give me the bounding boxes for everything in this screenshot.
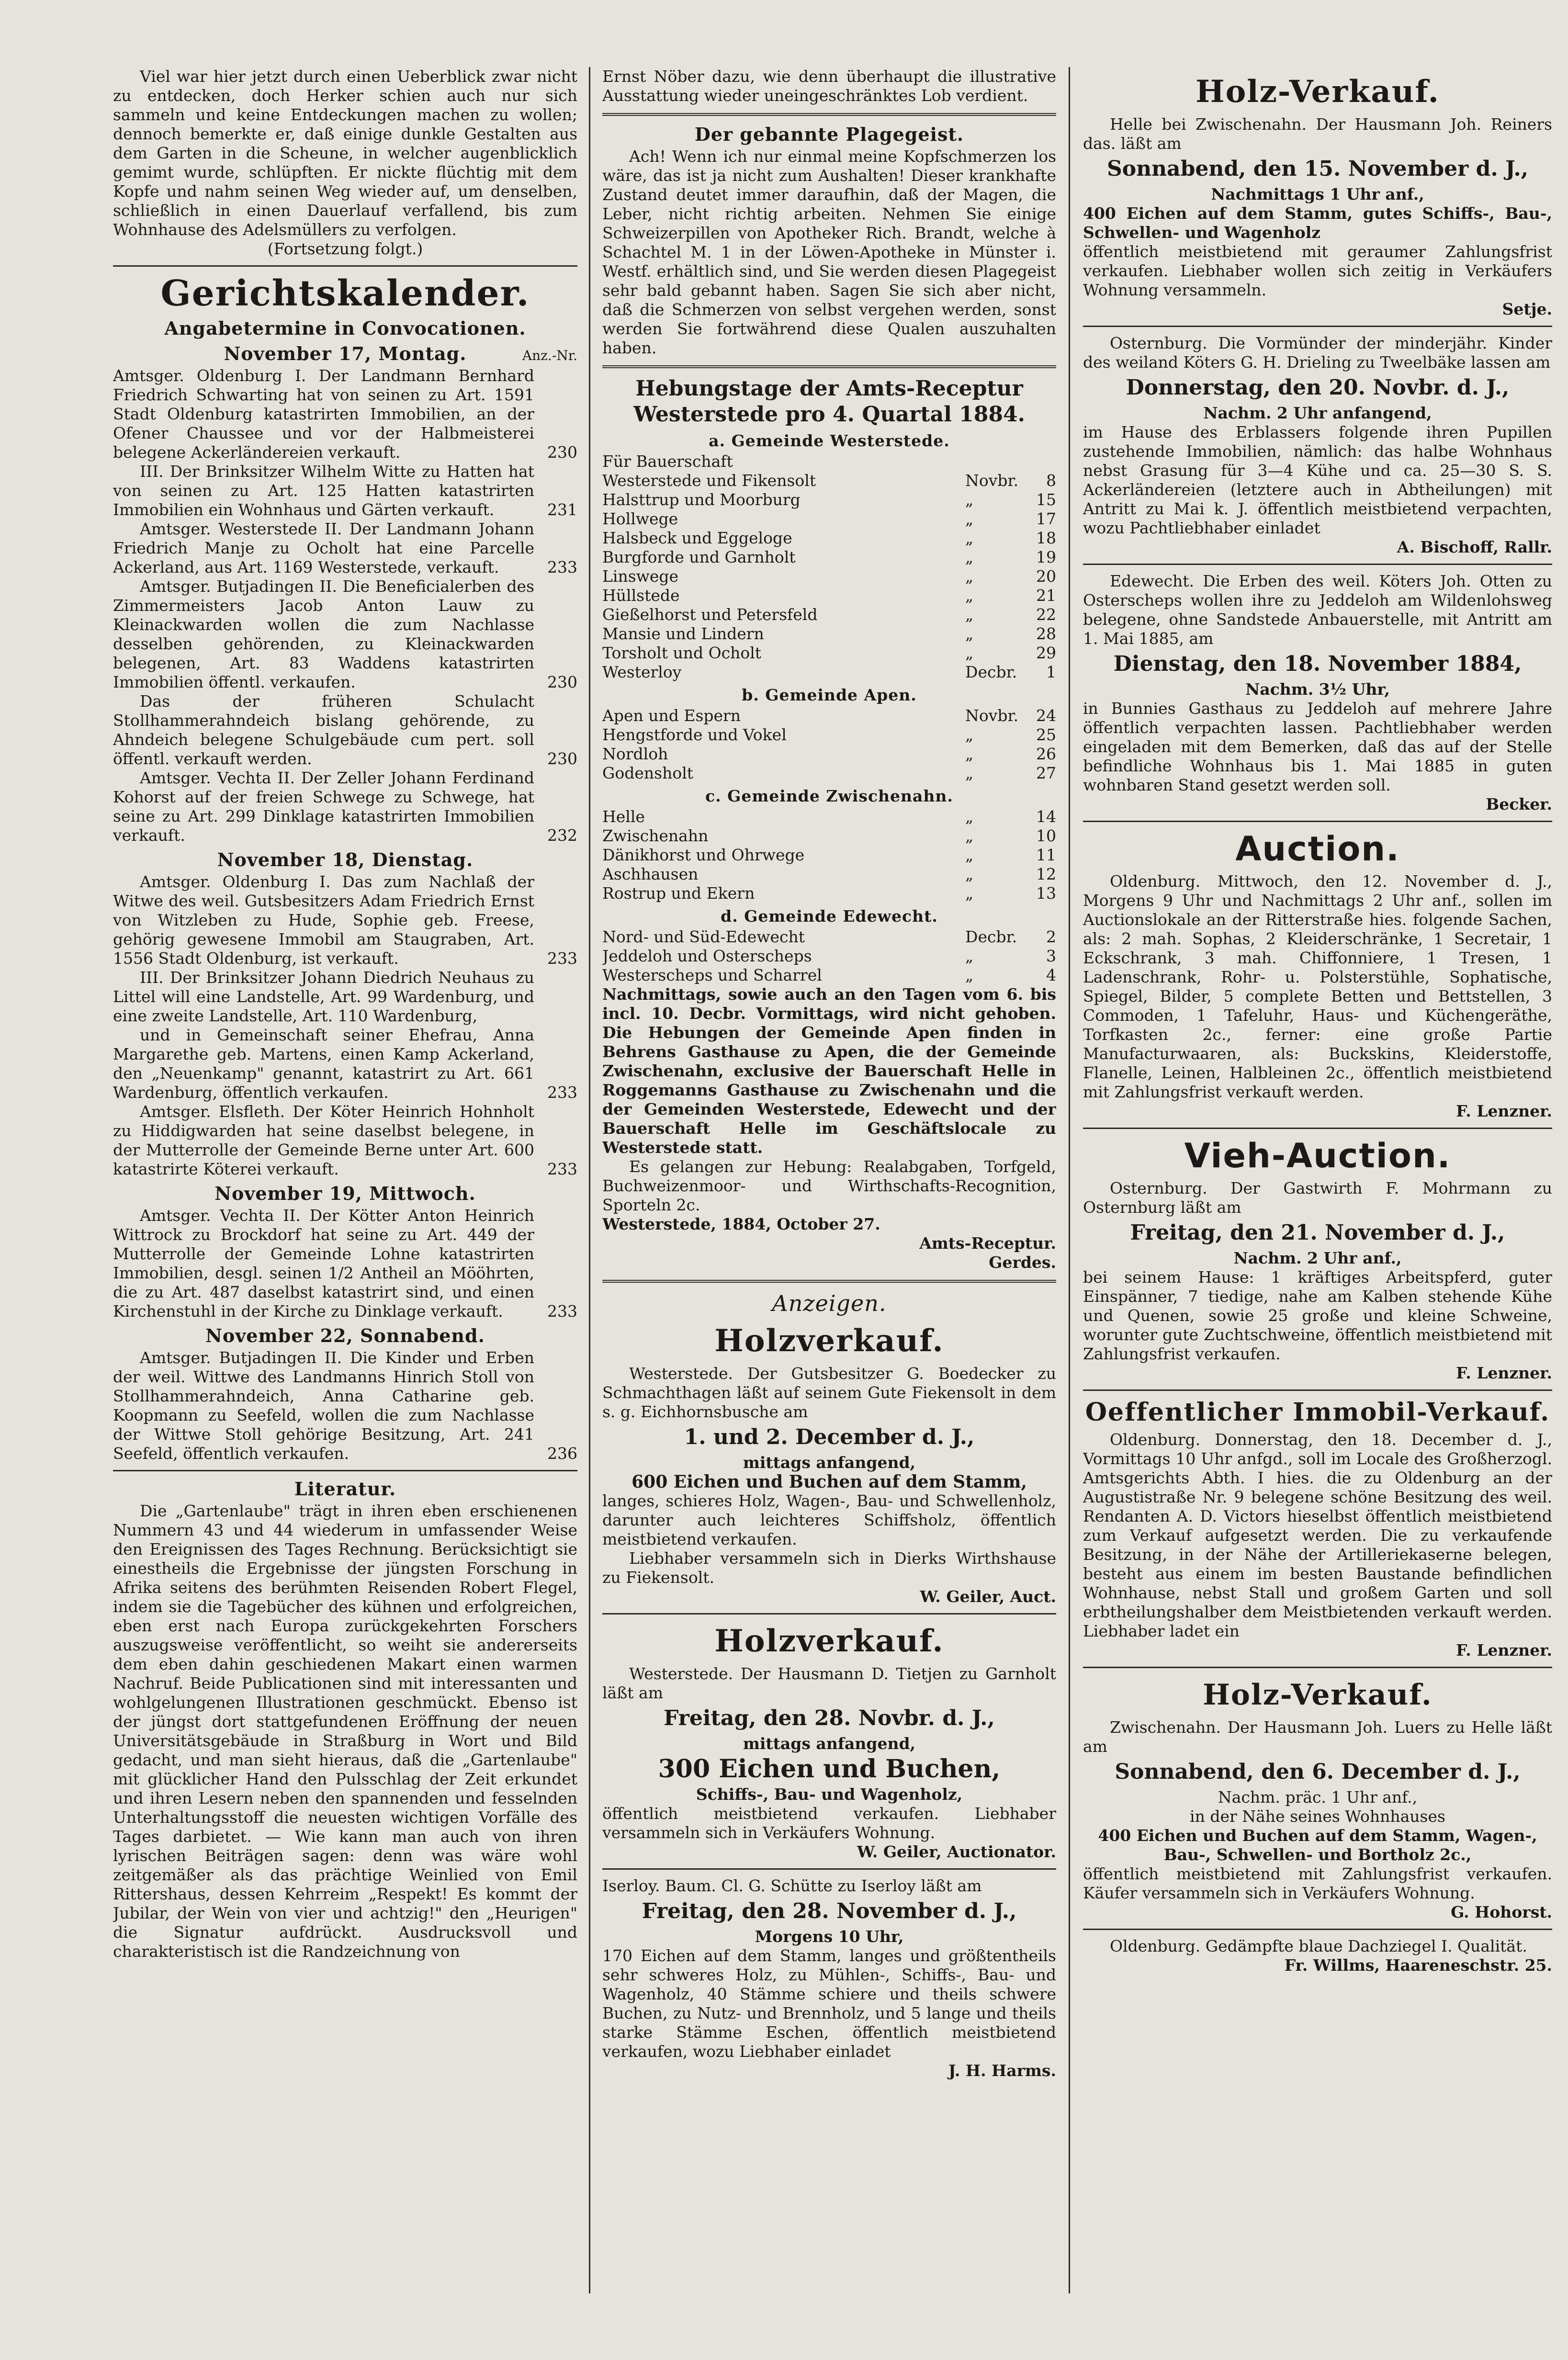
table-row	[602, 567, 1056, 586]
table-row	[602, 884, 1056, 903]
place-name: Linswege	[602, 567, 679, 586]
ad-date: Sonnabend, den 6. December d. J.,	[1115, 1760, 1521, 1784]
plagegeist-text: Ach! Wenn ich nur einmal meine Kopfschmerzen los wäre, das ist ja nicht zum Aushalten! Dieser krankhafte Zustand deutet immer daraufhin, daß der Magen, die Leber, nicht richtig arbeiten. Nehmen Sie einige Schweizerpillen von Apotheker Rich. Brandt, welche à Schachtel M. 1 in der Löwen-Apotheke in Münster i. Westf. erhältlich sind, und Sie werden diesen Plagegeist sehr bald gebannt haben. Sagen Sie sich aber nicht, daß die Schmerzen von selbst vergehen werden, sonst werden Sie fortwährend diese Qualen auszuhalten haben.	[602, 147, 1056, 357]
place-name: Nordloh	[602, 745, 668, 763]
schedule-table-d	[602, 927, 1056, 985]
date-heading-row	[113, 343, 577, 364]
month-cell: „	[965, 846, 974, 864]
place-name: Halsttrup und Moorburg	[602, 490, 801, 509]
table-row	[602, 490, 1056, 509]
ad-title: Oeffentlicher Immobil-Verkauf.	[1085, 1398, 1550, 1427]
day-cell: 2	[1046, 927, 1056, 946]
table-row	[602, 509, 1056, 529]
court-calendar-title: Gerichtskalender.	[160, 273, 530, 314]
section-heading: d. Gemeinde Edewecht.	[721, 907, 938, 926]
ad-goods: Schiffs-, Bau- und Wagenholz,	[696, 1785, 963, 1804]
month-cell: „	[965, 947, 974, 965]
day-cell: 13	[1036, 884, 1056, 903]
table-row	[602, 624, 1056, 644]
divider	[1083, 1929, 1552, 1930]
place-name: Torsholt und Ocholt	[602, 644, 762, 662]
literature-title: Literatur.	[294, 1478, 396, 1500]
place-name: Nord- und Süd-Edewecht	[602, 927, 805, 946]
court-entry: Amtsger. Elsfleth. Der Köter Heinrich Hohnholt zu Hiddigwarden hat seine daselbst belegene, in der Mutterrolle der Gemeinde Berne unter Art. 600 katastrirte Köterei verkauft. 233	[113, 1102, 577, 1178]
month-cell: „	[965, 490, 974, 509]
ad-date: Freitag, den 21. November d. J.,	[1130, 1220, 1505, 1245]
ad-text: Iserloy. Baum. Cl. G. Schütte zu Iserloy läßt am	[602, 1876, 982, 1895]
column-right	[1083, 67, 1552, 1975]
day-cell: 26	[1036, 745, 1056, 763]
court-entry: Amtsger. Butjadingen II. Die Beneficialerben des Zimmermeisters Jacob Anton Lauw zu Kleinackwarden wollen die zum Nachlasse desselben gehörenden, zu Kleinackwarden belegenen, Art. 83 Waddens katastrirten Immobilien öffentl. verkaufen. 230	[113, 577, 577, 691]
ad-text: in der Nähe seines Wohnhauses	[1190, 1807, 1445, 1826]
anz-nr-label: Anz.-Nr.	[522, 348, 577, 363]
table-row	[602, 865, 1056, 884]
ad-time: Morgens 10 Uhr,	[755, 1927, 904, 1946]
divider	[1083, 1389, 1552, 1391]
place-name: Burgforde und Garnholt	[602, 548, 796, 566]
ad-title: Holz-Verkauf.	[1196, 74, 1440, 110]
month-cell: „	[965, 509, 974, 528]
ad-title: Holzverkauf.	[714, 1623, 944, 1659]
column-left	[113, 67, 577, 1961]
ad-title: Holzverkauf.	[714, 1323, 944, 1359]
court-entry: Amtsger. Vechta II. Der Kötter Anton Heinrich Wittrock zu Brockdorf hat seine zu Art. 449 der Mutterrolle der Gemeinde Lohne katastrirten Immobilien, desgl. seinen 1/2 Antheil an Mööhrten, die zu Art. 487 daselbst katastrirt sind, und einen Kirchenstuhl in der Kirche zu Dinklage verkauft. 233	[113, 1206, 577, 1321]
ad-text: Westerstede. Der Hausmann D. Tietjen zu Garnholt läßt am	[602, 1664, 1056, 1702]
signature: Fr. Willms, Haareneschstr. 25.	[1284, 1956, 1552, 1975]
date-heading: November 22, Sonnabend.	[205, 1325, 485, 1346]
day-cell: 21	[1036, 586, 1056, 605]
day-cell: 25	[1036, 725, 1056, 744]
divider	[1083, 326, 1552, 327]
column-rule-1	[589, 67, 590, 2293]
ad-time: mittags anfangend,	[743, 1734, 916, 1753]
ad-date: Freitag, den 28. November d. J.,	[642, 1899, 1017, 1923]
month-cell: Novbr.	[965, 706, 1019, 725]
literature-text: Die „Gartenlaube" trägt in ihren eben erschienenen Nummern 43 und 44 wiederum in umfassender Weise den Ereignissen des Tages Rechnung. Berücksichtigt sie einestheils die Ergebnisse der jüngsten Forschung in Afrika seitens des berühmten Reisenden Robert Flegel, indem sie die Tagebücher des kühnen und erfolgreichen, eben erst nach Europa zurückgekehrten Forschers auszugsweise veröffentlicht, so weiht sie andererseits dem eben dahin geschiedenen Makart einen warmen Nachruf. Beide Publicationen sind mit interessanten und wohlgelungenen Illustrationen geschmückt. Ebenso ist der jüngst dort stattgefundenen Eröffnung der neuen Universitätsgebäude in Straßburg in Wort und Bild gedacht, und man sieht hieraus, daß die „Gartenlaube" mit glücklicher Hand den Pulsschlag der Zeit erkundet und ihren Lesern neben den spannenden und fesselnden Unterhaltungsstoff die neuesten wichtigen Vorfälle des Tages darbietet. — Wie kann man auch von ihren lyrischen Beiträgen sagen: denn was wäre wohl zeitgemäßer als das prächtige Weinlied von Emil Rittershaus, dessen Kehrreim „Respekt! Es kommt der Jubilar, der Wein von vier und achtzig!" den „Heurigen" die Signatur aufdrückt. Ausdrucksvoll und charakteristisch ist die Randzeichnung von	[113, 1502, 577, 1961]
day-cell: 4	[1046, 966, 1056, 984]
signature: F. Lenzner.	[1456, 1102, 1552, 1120]
ad-text: Oldenburg. Mittwoch, den 12. November d. J., Morgens 9 Uhr und Nachmittags 2 Uhr anf., sollen im Auctionslokale an der Ritterstraße hies. folgende Sachen, als: 2 mah. Sophas, 2 Kleiderschränke, 1 Secretair, 1 Eckschrank, 3 mah. Chiffonniere, 1 Tresen, 1 Ladenschrank, Rohr- u. Polsterstühle, Sophatische, Spiegel, Bilder, 5 complete Betten und Bettstellen, 3 Commoden, 1 Tafeluhr, Haus- und Küchengeräthe, Torfkasten 2c., ferner: eine große Partie Manufacturwaaren, als: Buckskins, Kleiderstoffe, Flanelle, Leinen, Halbleinen 2c., öffentlich meistbietend mit Zahlungsfrist verkauft werden.	[1083, 872, 1552, 1101]
place-name: Westerstede und Fikensolt	[602, 471, 816, 490]
ad-text: Oldenburg. Donnerstag, den 18. December d. J., Vormittags 10 Uhr anfgd., soll im Locale des Großherzogl. Amtsgerichts Abth. I hies. die zu Oldenburg an der Augustistraße Nr. 9 belegene schöne Besitzung des weil. Rendanten A. D. Victors hieselbst öffentlich meistbietend zum Verkauf aufgesetzt werden. Die zu verkaufende Besitzung, in der Nähe der Artilleriekaserne belegen, besteht aus einem im besten Baustande befindlichen Wohnhause, nebst Stall und großem Garten und soll erbtheilungshalber dem Meistbietenden verkauft werden. Liebhaber ladet ein	[1083, 1430, 1552, 1640]
ad-text: Edewecht. Die Erben des weil. Köters Joh. Otten zu Osterscheps wollen ihre zu Jeddeloh am Wildenlohsweg belegene, ohne Sandstede Anbauerstelle, mit Antritt am 1. Mai 1885, am	[1083, 572, 1552, 648]
divider	[113, 1470, 577, 1471]
ad-time: Nachm. 2 Uhr anf.,	[1233, 1249, 1402, 1267]
ad-text: öffentlich meistbietend verkaufen. Liebhaber versammeln sich in Verkäufers Wohnung.	[602, 1804, 1056, 1842]
ad-text: langes, schieres Holz, Wagen-, Bau- und Schwellenholz, darunter auch leichteres Schiffsholz, öffentlich meistbietend verkaufen.	[602, 1491, 1056, 1548]
date-heading: November 19, Mittwoch.	[214, 1183, 476, 1204]
ad-date: Freitag, den 28. Novbr. d. J.,	[664, 1706, 995, 1730]
ad-text: Liebhaber versammeln sich in Dierks Wirthshause zu Fiekensolt.	[602, 1549, 1056, 1587]
signature: Becker.	[1486, 795, 1552, 813]
signature: Setje.	[1502, 300, 1552, 318]
place-name: Rostrup und Ekern	[602, 884, 755, 903]
month-cell: Decbr.	[965, 927, 1017, 946]
signature: G. Hohorst.	[1451, 1903, 1552, 1921]
table-row	[602, 764, 1056, 783]
ad-text: Oldenburg. Gedämpfte blaue Dachziegel I. Qualität.	[1110, 1937, 1527, 1955]
divider	[1083, 1128, 1552, 1129]
court-entry: Amtsger. Vechta II. Der Zeller Johann Ferdinand Kohorst auf der freien Schwege zu Schwege, hat seine zu Art. 299 Dinklage katastrirten Immobilien verkauft. 232	[113, 768, 577, 845]
divider	[1083, 1667, 1552, 1668]
ad-goods: 300 Eichen und Buchen,	[658, 1754, 1001, 1784]
day-cell: 18	[1036, 529, 1056, 547]
schedule-table-b	[602, 706, 1056, 783]
month-cell: „	[965, 826, 974, 845]
month-cell: „	[965, 884, 974, 903]
table-row	[602, 966, 1056, 985]
ad-date: 1. und 2. December d. J.,	[684, 1425, 975, 1449]
table-row	[602, 927, 1056, 947]
section-heading: c. Gemeinde Zwischenahn.	[705, 787, 953, 805]
day-cell: 27	[1036, 764, 1056, 782]
hebung-date: Westerstede, 1884, October 27.	[602, 1215, 880, 1233]
schedule-table-c	[602, 807, 1056, 903]
ad-title: Auction.	[1235, 829, 1400, 869]
day-cell: 11	[1036, 846, 1056, 864]
month-cell: „	[965, 605, 974, 624]
place-name: Hengstforde und Vokel	[602, 725, 787, 744]
divider	[602, 113, 1056, 116]
section-heading: b. Gemeinde Apen.	[742, 686, 917, 704]
month-cell: „	[965, 586, 974, 605]
month-cell: „	[965, 529, 974, 547]
ad-text: Westerstede. Der Gutsbesitzer G. Boedecker zu Schmachthagen läßt auf seinem Gute Fiekensolt in dem s. g. Eichhornsbusche am	[602, 1364, 1056, 1421]
month-cell: „	[965, 567, 974, 586]
court-entry: Amtsger. Oldenburg I. Der Landmann Bernhard Friedrich Schwarting hat von seinen zu Art. 1591 Stadt Oldenburg katastrirten Immobilien, an der Ofener Chaussee und vor der Halbmeisterei belegene Ackerländereien verkauft. 230	[113, 366, 577, 462]
table-row	[602, 471, 1056, 490]
place-name: Godensholt	[602, 764, 694, 782]
signature: A. Bischoff, Rallr.	[1397, 538, 1552, 556]
month-cell: „	[965, 966, 974, 984]
hebungstage-title: Hebungstage der Amts-Receptur Westerstede pro 4. Quartal 1884.	[633, 376, 1025, 427]
ad-text: im Hause des Erblassers folgende ihren Pupillen zustehende Immobilien, nämlich: das halbe Wohnhaus nebst Grasung für 3—4 Kühe und ca. 25—30 S. S. Ackerländereien (letztere auch in Abtheilungen) mit Antritt zu Mai k. J. öffentlich meistbietend verpachten, wozu Pachtliebhaber einladet	[1083, 423, 1552, 537]
ad-goods: 400 Eichen und Buchen auf dem Stamm, Wagen-, Bau-, Schwellen- und Bortholz 2c.,	[1098, 1826, 1537, 1864]
ad-text: öffentlich meistbietend mit geraumer Zahlungsfrist verkaufen. Liebhaber wollen sich zeitig in Verkäufers Wohnung versammeln.	[1083, 242, 1552, 299]
section-heading: a. Gemeinde Westerstede.	[709, 431, 950, 450]
signature: Amts-Receptur.	[919, 1234, 1056, 1253]
month-cell: „	[965, 764, 974, 782]
day-cell: 22	[1036, 605, 1056, 624]
ad-title: Holz-Verkauf.	[1203, 1678, 1433, 1712]
table-row	[602, 826, 1056, 846]
month-cell: „	[965, 644, 974, 662]
ad-title: Vieh-Auction.	[1184, 1136, 1451, 1175]
day-cell: 29	[1036, 644, 1056, 662]
schedule-table-a	[602, 471, 1056, 682]
place-name: Aschhausen	[602, 865, 699, 883]
court-calendar-subtitle: Angabetermine in Convocationen.	[164, 317, 526, 339]
table-row	[602, 548, 1056, 567]
month-cell: „	[965, 548, 974, 566]
continuation-note: (Fortsetzung folgt.)	[267, 239, 423, 258]
court-entry: Amtsger. Butjadingen II. Die Kinder und Erben der weil. Wittwe des Landmanns Hinrich Stoll von Stollhammerahndeich, Anna Catharine geb. Koopmann zu Seefeld, wollen die zum Nachlasse der Wittwe Stoll gehörige Besitzung, Art. 241 Seefeld, öffentlich verkaufen. 236	[113, 1348, 577, 1463]
date-heading: November 18, Dienstag.	[217, 849, 474, 870]
column-middle	[602, 67, 1056, 2080]
table-row	[602, 605, 1056, 624]
signature: W. Geiler, Auct.	[920, 1587, 1056, 1606]
day-cell: 20	[1036, 567, 1056, 586]
ad-goods: 400 Eichen auf dem Stamm, gutes Schiffs-, Bau-, Schwellen- und Wagenholz	[1083, 204, 1552, 242]
table-row	[602, 807, 1056, 826]
day-cell: 14	[1036, 807, 1056, 826]
table-row	[602, 745, 1056, 764]
signature: W. Geiler, Auctionator.	[857, 1842, 1056, 1861]
literature-continued: Ernst Nöber dazu, wie denn überhaupt die illustrative Ausstattung wieder uneingeschränktes Lob verdient.	[602, 67, 1056, 105]
ad-text: Zwischenahn. Der Hausmann Joh. Luers zu Helle läßt am	[1083, 1718, 1552, 1756]
day-cell: 24	[1036, 706, 1056, 725]
hebung-note: Es gelangen zur Hebung: Realabgaben, Torfgeld, Buchweizenmoor- und Wirthschafts-Recognition, Sporteln 2c.	[602, 1157, 1056, 1214]
month-cell: Decbr.	[965, 663, 1017, 681]
story-text: Viel war hier jetzt durch einen Ueberblick zwar nicht zu entdecken, doch Herker schien auch nur sich sammeln und keine Entdeckungen machen zu wollen; dennoch bemerkte er, daß einige dunkle Gestalten aus dem Garten in die Scheune, in welcher augenblicklich gemimt wurde, schlüpften. Er nickte flüchtig mit dem Kopfe und nahm seinen Weg wieder auf, um denselben, schließlich in einen Dauerlauf verfallend, bis zum Wohnhause des Adelsmüllers zu verfolgen.	[113, 67, 577, 239]
ad-text: öffentlich meistbietend mit Zahlungsfrist verkaufen. Käufer versammeln sich in Verkäufers Wohnung.	[1083, 1864, 1552, 1902]
day-cell: 19	[1036, 548, 1056, 566]
ad-text: Helle bei Zwischenahn. Der Hausmann Joh. Reiners das. läßt am	[1083, 115, 1552, 153]
place-name: Dänikhorst und Ohrwege	[602, 846, 805, 864]
place-name: Zwischenahn	[602, 826, 709, 845]
divider	[602, 1280, 1056, 1283]
ad-text: Osternburg. Der Gastwirth F. Mohrmann zu Osternburg läßt am	[1083, 1179, 1552, 1217]
ad-date: Sonnabend, den 15. November d. J.,	[1106, 157, 1529, 181]
table-row	[602, 947, 1056, 966]
divider	[1083, 564, 1552, 565]
table-row	[602, 644, 1056, 663]
place-name: Helle	[602, 807, 645, 826]
ad-goods: 600 Eichen und Buchen auf dem Stamm,	[632, 1472, 1027, 1492]
day-cell: 28	[1036, 624, 1056, 643]
divider	[602, 365, 1056, 368]
place-name: Apen und Espern	[602, 706, 741, 725]
table-row	[602, 725, 1056, 745]
day-cell: 15	[1036, 490, 1056, 509]
court-entry: Amtsger. Oldenburg I. Das zum Nachlaß der Witwe des weil. Gutsbesitzers Adam Friedrich Ernst von Witzleben zu Hude, Sophie geb. Freese, gehörig gewesene Immobil am Staugraben, Art. 1556 Stadt Oldenburg, ist verkauft. 233	[113, 872, 577, 968]
date-heading: November 17, Montag.	[224, 343, 467, 364]
month-cell: „	[965, 865, 974, 883]
ad-time: Nachm. 3½ Uhr,	[1245, 680, 1390, 699]
table-row	[602, 663, 1056, 682]
table-row	[602, 586, 1056, 605]
place-name: Westerscheps und Scharrel	[602, 966, 822, 984]
hebung-note: Nachmittags, sowie auch an den Tagen vom 6. bis incl. 10. Decbr. Vormittags, wird nicht gehoben. Die Hebungen der Gemeinde Apen finden in Behrens Gasthause zu Apen, die der Gemeinde Zwischenahn, exclusive der Bauerschaft Helle in Roggemanns Gasthause zu Zwischenahn und die der Gemeinden Westerstede, Edewecht und der Bauerschaft Helle im Geschäftslocale zu Westerstede statt.	[602, 985, 1056, 1157]
ad-date: Dienstag, den 18. November 1884,	[1113, 652, 1522, 676]
place-name: Jeddeloh und Osterscheps	[602, 947, 812, 965]
anzeigen-heading: Anzeigen.	[772, 1290, 887, 1316]
table-row	[602, 706, 1056, 725]
table-row	[602, 529, 1056, 548]
place-name: Hollwege	[602, 509, 678, 528]
court-entry: Amtsger. Westerstede II. Der Landmann Johann Friedrich Manje zu Ocholt hat eine Parcelle Ackerland, aus Art. 1169 Westerstede, verkauft. 233	[113, 519, 577, 576]
signature: F. Lenzner.	[1456, 1641, 1552, 1660]
month-cell: Novbr.	[965, 471, 1019, 490]
place-name: Mansie und Lindern	[602, 624, 764, 643]
day-cell: 10	[1036, 826, 1056, 845]
ad-text: 170 Eichen auf dem Stamm, langes und größtentheils sehr schweres Holz, zu Mühlen-, Schiffs-, Bau- und Wagenholz, 40 Stämme schiere und theils schwere Buchen, zu Nutz- und Brennholz, und 5 lange und theils starke Stämme Eschen, öffentlich meistbietend verkaufen, wozu Liebhaber einladet	[602, 1946, 1056, 2061]
plagegeist-title: Der gebannte Plagegeist.	[694, 124, 964, 145]
ad-time: Nachm. 2 Uhr anfangend,	[1203, 404, 1432, 422]
table-row	[602, 846, 1056, 865]
month-cell: „	[965, 807, 974, 826]
column-rule-2	[1069, 67, 1070, 2293]
place-name: Westerloy	[602, 663, 682, 681]
ad-time: Nachmittags 1 Uhr anf.,	[1211, 185, 1424, 203]
divider	[602, 1613, 1056, 1615]
day-cell: 1	[1046, 663, 1056, 681]
place-name: Halsbeck und Eggeloge	[602, 529, 792, 547]
signature: Gerdes.	[989, 1253, 1056, 1272]
month-cell: „	[965, 745, 974, 763]
day-cell: 3	[1046, 947, 1056, 965]
divider	[602, 1868, 1056, 1870]
table-caption: Für Bauerschaft	[602, 452, 733, 471]
day-cell: 12	[1036, 865, 1056, 883]
day-cell: 8	[1046, 471, 1056, 490]
month-cell: „	[965, 725, 974, 744]
signature: J. H. Harms.	[948, 2061, 1056, 2080]
ad-text: in Bunnies Gasthaus zu Jeddeloh auf mehrere Jahre öffentlich verpachten lassen. Pachtliebhaber werden eingeladen mit dem Bemerken, daß das auf der Stelle befindliche Wohnhaus bis 1. Mai 1885 in guten wohnbaren Stand gesetzt werden soll.	[1083, 699, 1552, 794]
day-cell: 17	[1036, 509, 1056, 528]
ad-date: Donnerstag, den 20. Novbr. d. J.,	[1126, 375, 1510, 400]
place-name: Hüllstede	[602, 586, 680, 605]
ad-time: mittags anfangend,	[743, 1453, 916, 1472]
divider	[1083, 821, 1552, 822]
ad-time: Nachm. präc. 1 Uhr anf.,	[1218, 1788, 1418, 1807]
divider	[113, 265, 577, 267]
court-entry: Das der früheren Schulacht Stollhammerahndeich bislang gehörende, zu Ahndeich belegene Schulgebäude cum pert. soll öffentl. verkauft werden. 230	[113, 692, 577, 768]
ad-text: Osternburg. Die Vormünder der minderjähr. Kinder des weiland Köters G. H. Drieling zu Tweelbäke lassen am	[1083, 334, 1552, 372]
signature: F. Lenzner.	[1456, 1364, 1552, 1382]
month-cell: „	[965, 624, 974, 643]
court-entry: III. Der Brinksitzer Wilhelm Witte zu Hatten hat von seinen zu Art. 125 Hatten katastrirten Immobilien ein Wohnhaus und Gärten verkauft. 231	[113, 462, 577, 519]
court-entry: III. Der Brinksitzer Johann Diedrich Neuhaus zu Littel will eine Landstelle, Art. 99 Wardenburg, und eine zweite Landstelle, Art. 110 Wardenburg,	[113, 968, 534, 1025]
place-name: Gießelhorst und Petersfeld	[602, 605, 818, 624]
court-entry: und in Gemeinschaft seiner Ehefrau, Anna Margarethe geb. Martens, einen Kamp Ackerland, den „Neuenkamp" genannt, katastrirt zu Art. 661 Wardenburg, öffentlich verkaufen. 233	[113, 1026, 577, 1102]
ad-text: bei seinem Hause: 1 kräftiges Arbeitspferd, guter Einspänner, 7 tiedige, nahe am Kalben stehende Kühe und Quenen, sowie 25 große und kleine Schweine, worunter gute Zuchtschweine, öffentlich meistbietend mit Zahlungsfrist verkaufen.	[1083, 1268, 1552, 1363]
